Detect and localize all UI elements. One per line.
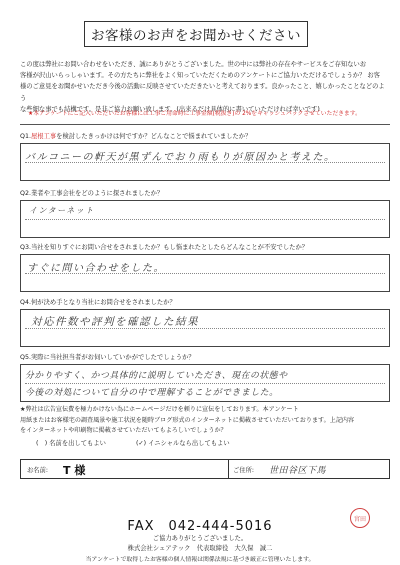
question-text: 業者や工事会社をどのように探されましたか？ bbox=[30, 190, 164, 197]
question-text: 実際に当社担当者がお伺いしていかがでしたでしょうか？ bbox=[30, 354, 195, 361]
consent-line: 用紙またはお客様宅の調査風景や施工状況を随時ブログ形式のインターネットに掲載させていただいております。上記内容 bbox=[20, 416, 355, 424]
intro-line: 様のご意見をお聞かせいただき今後の活動に反映させていただきたいと考えております。良かったこと、嬉しかったことなどのよう bbox=[20, 83, 385, 102]
option-name-label: 名前を出してもよい bbox=[49, 440, 106, 447]
answer-box-3[interactable] bbox=[20, 254, 390, 292]
intro-line: 客様が沢山いらっしゃいます。その方たちに弊社をよく知っていただくためのアンケートにご協力いただけるでしょうか？ お客 bbox=[20, 72, 380, 80]
option-initials-label: イニシャルなら出してもよい bbox=[148, 440, 230, 447]
answer-box-2[interactable] bbox=[20, 200, 390, 238]
question-text: 当社を知りすぐにお問い合せをされましたか？もし悩まれたとしたらどんなことが不安でしたか？ bbox=[30, 244, 309, 251]
handwritten-answer: 対応件数や評判を確認した結果 bbox=[31, 316, 199, 328]
question-number: Q3. bbox=[20, 244, 31, 251]
cashback-notice: ★本アンケートにご記入いただいたお客様には工事ご用命時に工事金額(税抜き)の 2%をキャッシュバックさせていただきます。 bbox=[28, 111, 361, 117]
ruled-line bbox=[25, 219, 385, 220]
company-name: 株式会社シェアテック 代表取締役 大久保 誠二 bbox=[127, 545, 273, 552]
handwritten-answer: 今後の対処について自分の中で理解することができました。 bbox=[25, 388, 279, 398]
name-value[interactable]: T 様 bbox=[63, 464, 86, 477]
checkbox-initials[interactable]: (✓) bbox=[135, 440, 147, 447]
question-number: Q2. bbox=[20, 190, 31, 197]
consent-options bbox=[36, 438, 230, 447]
ruled-line bbox=[25, 383, 385, 384]
page-title: お客様のお声をお聞かせください bbox=[84, 21, 308, 47]
name-label: お名前: bbox=[27, 467, 49, 474]
intro-line: な些細な事でも結構です。是非ご協力お願い致します。(出来るだけ具体的に書いていただければ幸いです) bbox=[20, 105, 320, 113]
answer-box-5[interactable] bbox=[20, 364, 390, 402]
address-label: ご住所: bbox=[233, 467, 255, 474]
answer-box-4[interactable] bbox=[20, 309, 390, 347]
address-value[interactable]: 世田谷区下馬 bbox=[269, 466, 327, 476]
question-number: Q5. bbox=[20, 354, 31, 361]
question-highlight: 屋根工事 bbox=[30, 133, 57, 140]
consent-line: をインターネットや印刷物に掲載させていただいてもよろしいでしょうか？ bbox=[20, 427, 227, 434]
thanks-text: ご協力ありがとうございました。 bbox=[152, 535, 248, 542]
question-text: を検討したきっかけは何ですか？どんなことで悩まれていましたか？ bbox=[56, 133, 252, 140]
question-3 bbox=[20, 242, 308, 251]
divider bbox=[20, 124, 390, 125]
checkbox-name[interactable]: ( ) bbox=[36, 440, 48, 447]
handwritten-answer: バルコニーの軒天が黒ずんでおり雨もりが原因かと考えた。 bbox=[25, 152, 336, 163]
handwritten-answer: 分かりやすく、かつ具体的に説明していただき、現在の状態や bbox=[25, 371, 288, 381]
handwritten-answer: インターネット bbox=[29, 206, 95, 215]
privacy-note: 当アンケートで取得したお客様の個人情報は関係法規に基づき厳正に管理いたします。 bbox=[85, 557, 315, 563]
consent-text bbox=[20, 405, 392, 437]
field-divider bbox=[228, 460, 229, 478]
company-stamp: 宮田 bbox=[350, 508, 370, 528]
fax-number: FAX 042-444-5016 bbox=[127, 519, 273, 534]
question-1 bbox=[20, 131, 251, 140]
intro-line: この度は弊社にお問い合わせをいただき、誠にありがとうございました。世の中には弊社の存在やサービスをご存知ないお bbox=[20, 61, 367, 68]
question-number: Q1. bbox=[20, 133, 31, 140]
consent-line: ★弊社は広告宣伝費を極力かけない為にホームページだけを頼りに宣伝をしております。本アンケート bbox=[20, 406, 299, 413]
handwritten-answer: すぐに問い合わせをした。 bbox=[27, 263, 165, 274]
customer-info-box bbox=[20, 459, 390, 479]
question-5 bbox=[20, 352, 195, 361]
question-text: 何が決め手となり当社にお問合せをされましたか？ bbox=[30, 299, 176, 306]
question-2 bbox=[20, 188, 163, 197]
question-4 bbox=[20, 297, 176, 306]
question-number: Q4. bbox=[20, 299, 31, 306]
answer-box-1[interactable] bbox=[20, 143, 390, 181]
intro-text bbox=[20, 59, 386, 115]
